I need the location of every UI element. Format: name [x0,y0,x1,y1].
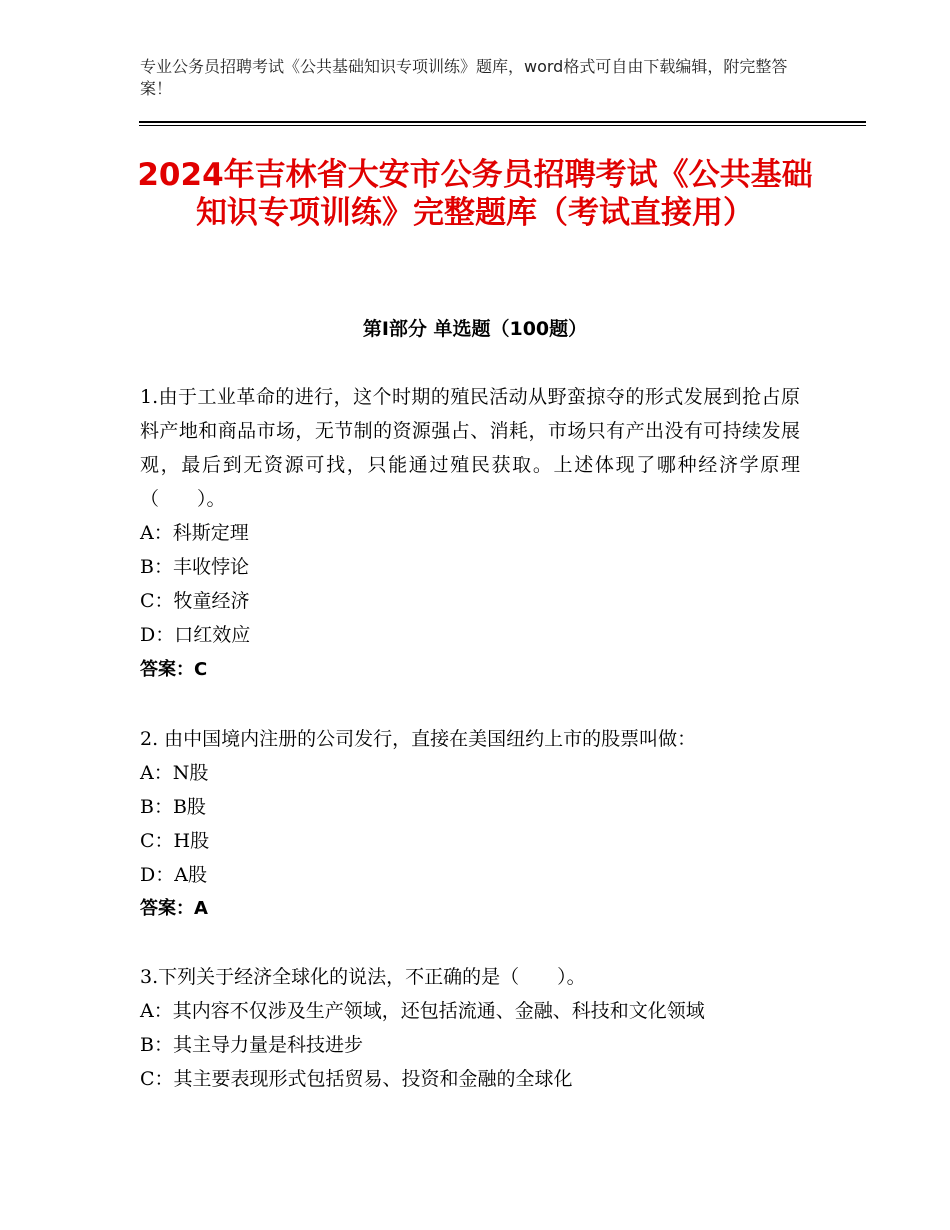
header-rule-thin [139,125,866,126]
question-1-option-c: C：牧童经济 [140,590,250,612]
header-rule-thick [139,121,866,123]
question-1-answer: 答案：C [140,659,208,680]
document-title: 2024年吉林省大安市公务员招聘考试《公共基础知识专项训练》完整题库（考试直接用） [137,157,813,231]
question-2-stem: 2. 由中国境内注册的公司发行，直接在美国纽约上市的股票叫做： [140,728,697,750]
question-2-answer: 答案：A [140,898,208,919]
question-1-stem: 1.由于工业革命的进行，这个时期的殖民活动从野蛮掠夺的形式发展到抢占原料产地和商品市场，无节制的资源强占、消耗，市场只有产出没有可持续发展观，最后到无资源可找，只能通过殖民获取。上述体现了哪种经济学原理（ ）。 [140,386,800,510]
question-2-option-d: D：A股 [140,864,207,886]
question-1-option-a: A：科斯定理 [140,522,249,544]
question-3-stem: 3.下列关于经济全球化的说法，不正确的是（ ）。 [140,966,586,988]
section-title: 第Ⅰ部分 单选题（100题） [362,318,588,340]
question-3-option-a: A：其内容不仅涉及生产领域，还包括流通、金融、科技和文化领域 [140,1000,705,1022]
question-2-option-c: C：H股 [140,830,210,852]
question-2-option-a: A：N股 [140,762,209,784]
question-2-option-b: B：B股 [140,796,206,818]
question-1-option-b: B：丰收悖论 [140,556,249,578]
question-3-option-b: B：其主导力量是科技进步 [140,1034,363,1056]
question-3-option-c: C：其主要表现形式包括贸易、投资和金融的全球化 [140,1068,573,1090]
question-1-option-d: D：口红效应 [140,624,251,646]
header-note: 专业公务员招聘考试《公共基础知识专项训练》题库，word格式可自由下载编辑，附完整答案！ [140,57,788,98]
